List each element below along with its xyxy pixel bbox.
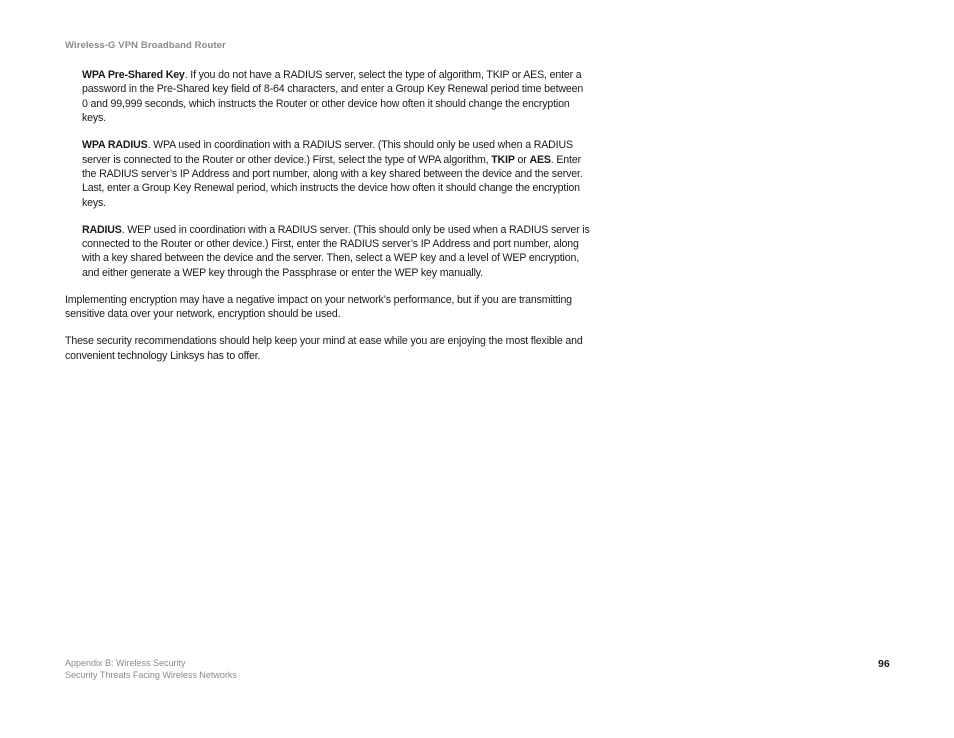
- option-description: or: [514, 153, 530, 166]
- option-term: RADIUS: [82, 223, 122, 236]
- running-footer: [65, 657, 237, 681]
- option-term: WPA RADIUS: [82, 139, 148, 152]
- algorithm-aes: AES: [529, 153, 551, 166]
- option-description: . WEP used in coordination with a RADIUS server. (This should only be used when a RADIUS server is connected to the Router or other device.) First, enter the RADIUS server’s IP Address and port number, along with a key shared between the device and the server. Then, select a WEP key and a level of WEP encryption, and either generate a WEP key through the Passphrase or enter the WEP key manually.: [82, 223, 590, 279]
- footer-chapter: Appendix B: Wireless Security: [65, 658, 186, 668]
- running-header: Wireless-G VPN Broadband Router: [65, 40, 226, 51]
- footer-section: Security Threats Facing Wireless Networks: [65, 670, 237, 680]
- body-paragraph-recommendations: These security recommendations should help keep your mind at ease while you are enjoying the most flexible and convenient technology Linksys has to offer.: [65, 335, 583, 362]
- body-paragraph-performance: Implementing encryption may have a negative impact on your network’s performance, but if you are transmitting sensitive data over your network, encryption should be used.: [65, 293, 572, 321]
- main-content: [65, 68, 590, 375]
- option-description: . WPA used in coordination with a RADIUS server. (This should only be used when a RADIUS server is connected to the Router or other device.) First, select the type of WPA algorithm,: [82, 139, 573, 166]
- option-term: WPA Pre-Shared Key: [82, 69, 185, 81]
- option-description: . If you do not have a RADIUS server, select the type of algorithm, TKIP or AES, enter a password in the Pre-Shared key field of 8-64 characters, and enter a Group Key Renewal period time between 0 and 99,999 seconds, which instructs the Router or other device how often it should change the encryption keys.: [82, 69, 584, 125]
- option-wpa-pre-shared-key: [82, 68, 590, 126]
- option-description: . Enter the RADIUS server’s IP Address and port number, along with a key shared between the device and the server. Last, enter a Group Key Renewal period, which instructs the device how often it should change the encryption keys.: [82, 153, 583, 209]
- algorithm-tkip: TKIP: [491, 153, 515, 166]
- encryption-options-list: [82, 68, 590, 280]
- option-radius: [82, 223, 590, 281]
- page-number: 96: [878, 658, 890, 670]
- option-wpa-radius: [82, 138, 590, 210]
